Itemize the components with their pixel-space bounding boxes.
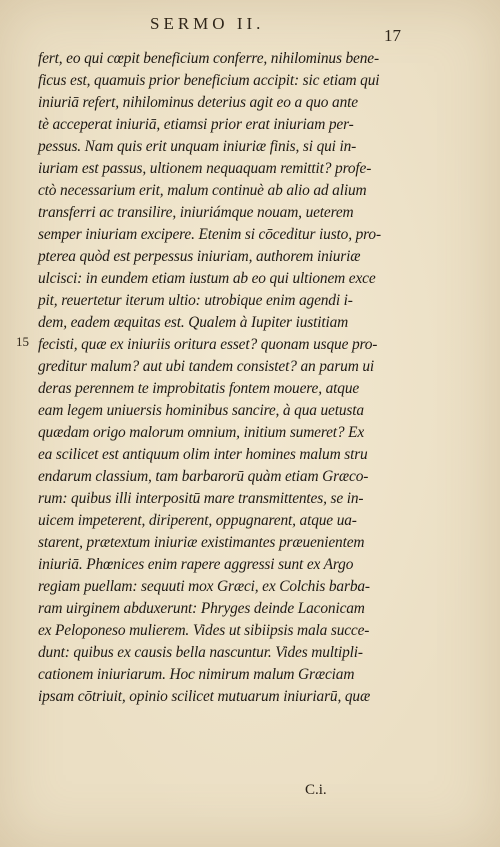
signature-mark: C.i. xyxy=(305,782,327,798)
text-line: ulcisci: in eundem etiam iustum ab eo qui ultionem exce xyxy=(38,270,376,287)
text-line: rum: quibus illi interpositū mare transmittentes, se in- xyxy=(38,490,364,507)
text-line: dem, eadem æquitas est. Qualem à Iupiter iustitiam xyxy=(38,314,349,331)
text-line: ram uirginem abduxerunt: Phryges deinde Laconicam xyxy=(38,600,365,617)
text-line: ipsam cōtriuit, opinio scilicet mutuarum iniuriarū, quæ xyxy=(38,688,371,705)
text-line: tè acceperat iniuriā, etiamsi prior erat iniuriam per- xyxy=(38,116,354,133)
running-head: SERMO II. xyxy=(150,14,265,33)
text-line: cationem iniuriarum. Hoc nimirum malum Græciam xyxy=(38,666,355,683)
text-line: regiam puellam: sequuti mox Græci, ex Colchis barba- xyxy=(38,578,370,595)
page-number: 17 xyxy=(384,26,401,45)
text-line: starent, prætextum iniuriæ existimantes præuenientem xyxy=(38,534,365,551)
text-line: ctò necessarium erit, malum continuè ab alio ad alium xyxy=(38,182,367,199)
text-line: eam legem uniuersis hominibus sancire, à qua uetusta xyxy=(38,402,364,419)
text-line: semper iniuriam excipere. Etenim si cōceditur iusto, pro- xyxy=(38,226,381,243)
text-line: ea scilicet est antiquum olim inter homines malum stru xyxy=(38,446,368,463)
text-line: ex Peloponeso mulierem. Vides ut sibiipsis mala succe- xyxy=(38,622,370,639)
text-line: uicem impeterent, diriperent, oppugnarent, atque ua- xyxy=(38,512,357,529)
text-line: deras perennem te improbitatis fontem mouere, atque xyxy=(38,380,360,397)
text-line: ficus est, quamuis prior beneficium accipit: sic etiam qui xyxy=(38,72,380,89)
text-line: dunt: quibus ex causis bella nascuntur. Vides multipli- xyxy=(38,644,363,661)
body-text xyxy=(38,48,398,708)
text-line: iniuriā. Phœnices enim rapere aggressi sunt ex Argo xyxy=(38,556,354,573)
text-line: quædam origo malorum omnium, initium sumeret? Ex xyxy=(38,424,365,441)
text-line: pit, reuertetur iterum ultio: utrobique enim agendi i- xyxy=(38,292,353,309)
text-line: iuriam est passus, ultionem nequaquam remittit? profe- xyxy=(38,160,372,177)
text-line: fecisti, quæ ex iniuriis oritura esset? quonam usque pro- xyxy=(38,336,378,353)
text-line: greditur malum? aut ubi tandem consistet? an parum ui xyxy=(38,358,375,375)
text-line: transferri ac transilire, iniuriámque nouam, ueterem xyxy=(38,204,354,221)
text-line: iniuriā refert, nihilominus deterius agit eo a quo ante xyxy=(38,94,358,111)
text-line: pessus. Nam quis erit unquam iniuriæ finis, si qui in- xyxy=(38,138,357,155)
text-line: endarum classium, tam barbarorū quàm etiam Græco- xyxy=(38,468,369,485)
text-line: fert, eo qui cœpit beneficium conferre, nihilominus bene- xyxy=(38,50,379,67)
text-line: pterea quòd est perpessus iniuriam, authorem iniuriæ xyxy=(38,248,361,265)
margin-line-number: 15 xyxy=(16,334,29,349)
